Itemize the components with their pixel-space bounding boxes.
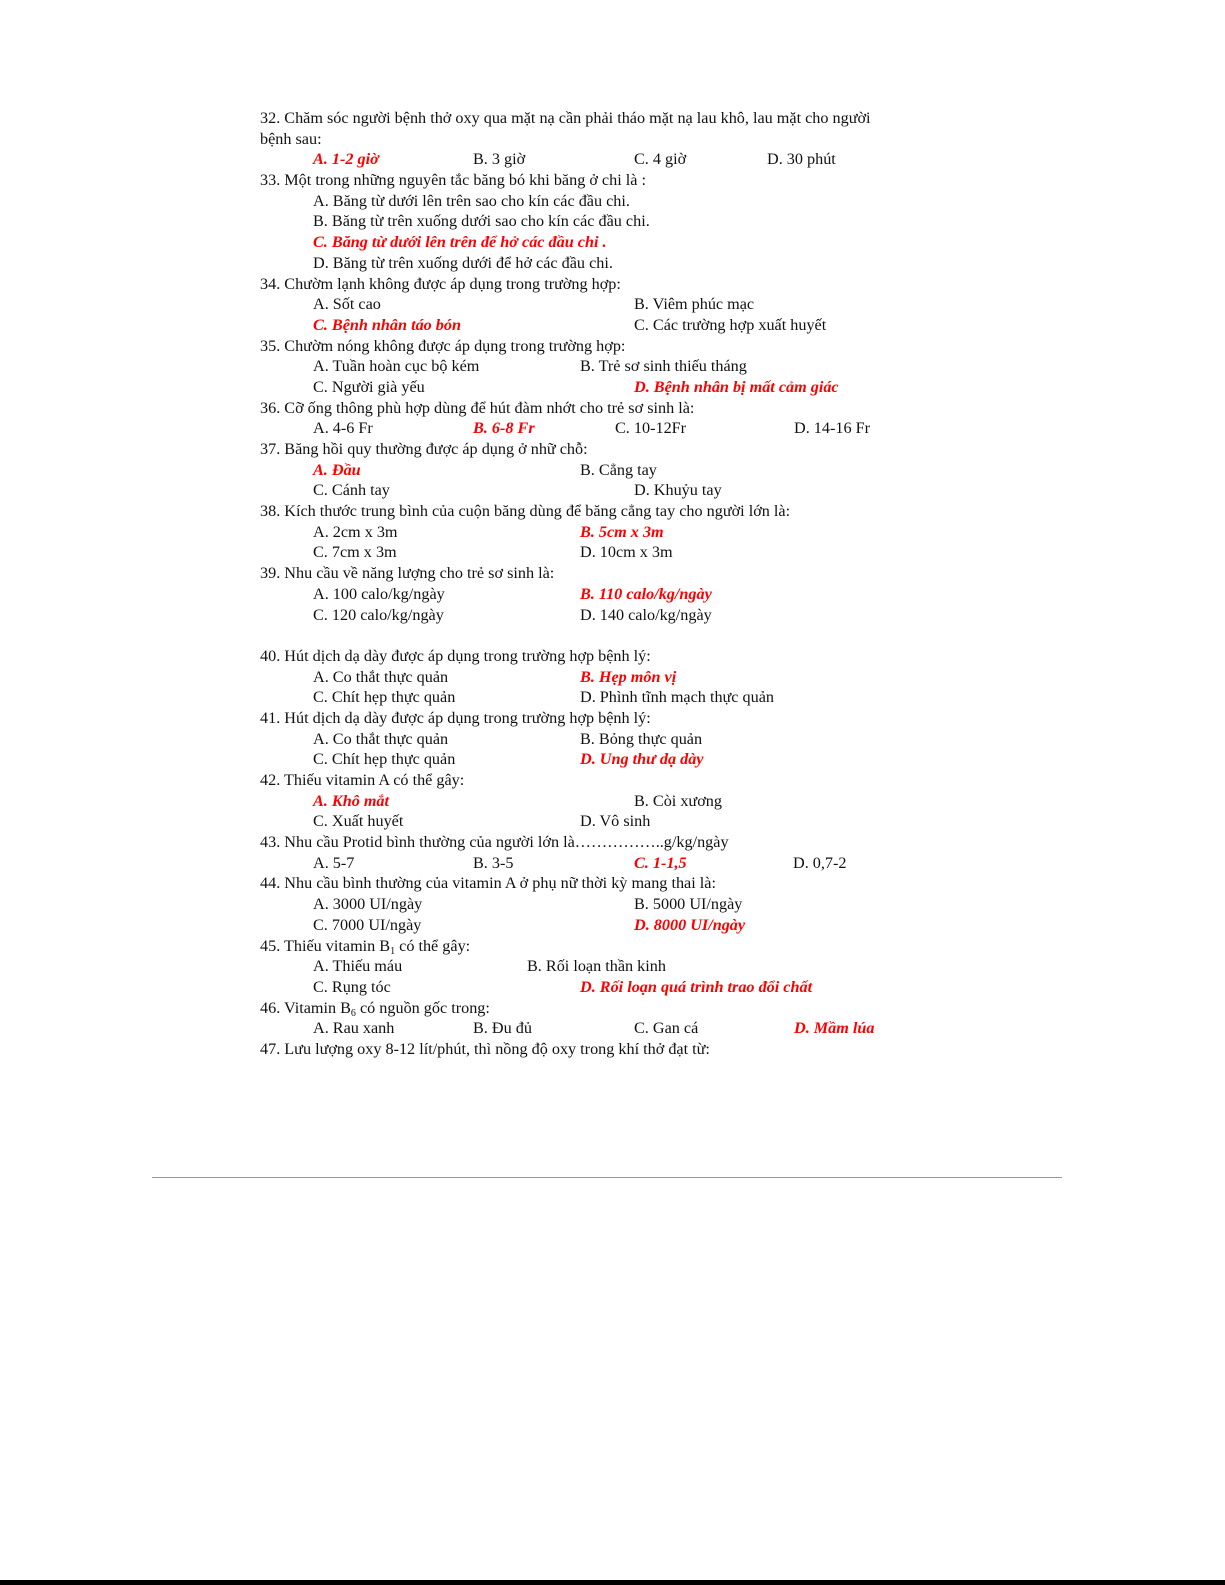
answer-option: B. Còi xương: [634, 791, 722, 810]
answer-option: C. 10-12Fr: [615, 419, 687, 438]
stem-subscript: 6: [350, 1007, 356, 1019]
answer-option: B. 3-5: [473, 853, 514, 872]
answer-option-correct: D. Mầm lúa: [794, 1019, 875, 1038]
options-row: [260, 191, 960, 212]
options-row: [260, 211, 960, 232]
answer-option: D. Băng từ trên xuống dưới để hở các đầu chi.: [313, 253, 613, 272]
options-row: [260, 605, 960, 626]
answer-option: C. Chít hẹp thực quản: [313, 750, 456, 769]
question-block: [260, 108, 960, 170]
answer-option: A. Băng từ dưới lên trên sao cho kín các đầu chi.: [313, 191, 630, 210]
question-stem: 34. Chườm lạnh không được áp dụng trong trường hợp:: [260, 274, 621, 293]
question-block: [260, 336, 960, 398]
question-block: [260, 170, 960, 273]
question-stem: 42. Thiếu vitamin A có thể gây:: [260, 771, 465, 789]
question-list: [260, 108, 960, 1060]
answer-option-correct: D. Bệnh nhân bị mất cảm giác: [634, 377, 839, 396]
question-stem: [260, 936, 960, 957]
answer-option: D. Khuỷu tay: [634, 481, 722, 500]
stem-subscript: 1: [390, 945, 396, 957]
answer-option-correct: D. Ung thư dạ dày: [580, 750, 704, 769]
answer-option: A. 4-6 Fr: [313, 419, 373, 438]
answer-option: C. Rụng tóc: [313, 977, 391, 996]
options-row: [260, 315, 960, 336]
answer-option: B. Rối loạn thần kinh: [527, 957, 666, 976]
answer-option-correct: D. Rối loạn quá trình trao đổi chất: [580, 977, 813, 996]
answer-option-correct: B. 5cm x 3m: [580, 522, 664, 541]
question-block: [260, 439, 960, 501]
question-block: [260, 563, 960, 625]
options-row: [260, 811, 960, 832]
question-block: [260, 708, 960, 770]
answer-option-correct: A. Đầu: [313, 460, 361, 479]
answer-option: C. Chít hẹp thực quản: [313, 688, 456, 707]
answer-option: A. Co thắt thực quản: [313, 667, 449, 686]
options-row: [260, 460, 960, 481]
question-stem: [260, 998, 960, 1019]
question-stem: 44. Nhu cầu bình thường của vitamin A ở phụ nữ thời kỳ mang thai là:: [260, 874, 716, 893]
answer-option: B. Bỏng thực quản: [580, 729, 703, 748]
stem-text: 45. Thiếu vitamin B: [260, 936, 391, 955]
answer-option: D. 10cm x 3m: [580, 543, 673, 562]
question-stem: 47. Lưu lượng oxy 8-12 lít/phút, thì nồng độ oxy trong khí thở đạt từ:: [260, 1039, 710, 1058]
answer-option: B. 3 giờ: [473, 150, 526, 169]
stem-text: có nguồn gốc trong:: [355, 998, 490, 1017]
options-row: [260, 894, 960, 915]
answer-option: C. Gan cá: [634, 1019, 699, 1038]
question-block: [260, 998, 960, 1039]
question-stem: 38. Kích thước trung bình của cuộn băng dùng để băng cẳng tay cho người lớn là:: [260, 502, 791, 521]
answer-option: B. 5000 UI/ngày: [634, 895, 743, 914]
question-block: [260, 501, 960, 563]
answer-option: A. Sốt cao: [313, 295, 381, 314]
answer-option: B. Viêm phúc mạc: [634, 295, 755, 314]
answer-option: A. Rau xanh: [313, 1019, 395, 1038]
question-block: [260, 274, 960, 336]
options-row: [260, 729, 960, 750]
answer-option-correct: D. 8000 UI/ngày: [634, 915, 746, 934]
options-row: [260, 956, 960, 977]
answer-option: B. Cẳng tay: [580, 460, 657, 479]
page-divider: [152, 1177, 1062, 1178]
blank-line: [260, 625, 960, 646]
question-stem: 39. Nhu cầu về năng lượng cho trẻ sơ sinh là:: [260, 564, 555, 583]
answer-option: D. 0,7-2: [793, 853, 847, 872]
options-row: [260, 377, 960, 398]
answer-option: A. 100 calo/kg/ngày: [313, 584, 445, 603]
options-row: [260, 480, 960, 501]
options-row: [260, 294, 960, 315]
question-block: [260, 646, 960, 708]
question-stem: 33. Một trong những nguyên tắc băng bó khi băng ở chi là :: [260, 171, 646, 190]
answer-option: B. Trẻ sơ sinh thiếu tháng: [580, 357, 747, 376]
answer-option: A. 2cm x 3m: [313, 522, 398, 541]
options-row: [260, 791, 960, 812]
question-block: [260, 770, 960, 832]
options-row: [260, 667, 960, 688]
answer-option: D. Vô sinh: [580, 812, 651, 831]
answer-option: B. Đu đủ: [473, 1019, 532, 1038]
options-row: [260, 232, 960, 253]
question-stem: 35. Chườm nóng không được áp dụng trong trường hợp:: [260, 336, 626, 355]
question-block: [260, 398, 960, 439]
options-row: [260, 356, 960, 377]
answer-option-correct: A. 1-2 giờ: [313, 150, 379, 169]
options-row: [260, 149, 960, 170]
answer-option: C. 120 calo/kg/ngày: [313, 605, 444, 624]
answer-option: C. Xuất huyết: [313, 812, 404, 831]
answer-option: D. 140 calo/kg/ngày: [580, 605, 712, 624]
answer-option: A. Thiếu máu: [313, 957, 403, 976]
answer-option-correct: C. Băng từ dưới lên trên để hở các đầu chi .: [313, 233, 607, 252]
options-row: [260, 687, 960, 708]
options-row: [260, 522, 960, 543]
answer-option: D. Phình tĩnh mạch thực quản: [580, 688, 775, 707]
question-block: [260, 832, 960, 873]
stem-text: có thể gây:: [395, 936, 471, 955]
options-row: [260, 853, 960, 874]
answer-option: C. 7000 UI/ngày: [313, 915, 422, 934]
answer-option-correct: B. Hẹp môn vị: [580, 667, 677, 686]
bottom-edge-bar: [0, 1580, 1225, 1585]
question-block: [260, 873, 960, 935]
options-row: [260, 749, 960, 770]
question-stem: 40. Hút dịch dạ dày được áp dụng trong trường hợp bệnh lý:: [260, 646, 651, 665]
stem-text: 46. Vitamin B: [260, 998, 351, 1017]
answer-option: D. 14-16 Fr: [794, 419, 870, 438]
options-row: [260, 542, 960, 563]
answer-option: A. 5-7: [313, 853, 355, 872]
answer-option-correct: B. 110 calo/kg/ngày: [580, 584, 712, 603]
answer-option: C. 7cm x 3m: [313, 543, 397, 562]
question-stem: 32. Chăm sóc người bệnh thở oxy qua mặt nạ cần phải tháo mặt nạ lau khô, lau mặt cho người: [260, 109, 871, 127]
question-stem: 41. Hút dịch dạ dày được áp dụng trong trường hợp bệnh lý:: [260, 708, 651, 727]
question-stem: 36. Cỡ ống thông phù hợp dùng để hút đàm nhớt cho trẻ sơ sinh là:: [260, 398, 695, 417]
answer-option: C. Cánh tay: [313, 481, 390, 500]
answer-option: C. 4 giờ: [634, 150, 687, 169]
answer-option: A. Tuần hoàn cục bộ kém: [313, 357, 480, 376]
question-stem: 43. Nhu cầu Protid bình thường của người lớn là……………..g/kg/ngày: [260, 833, 729, 852]
answer-option: A. 3000 UI/ngày: [313, 895, 423, 914]
question-block: [260, 936, 960, 998]
answer-option-correct: B. 6-8 Fr: [473, 419, 535, 438]
answer-option: C. Các trường hợp xuất huyết: [634, 315, 827, 334]
options-row: [260, 253, 960, 274]
answer-option: D. 30 phút: [767, 150, 836, 169]
answer-option: B. Băng từ trên xuống dưới sao cho kín các đầu chi.: [313, 212, 650, 231]
options-row: [260, 584, 960, 605]
options-row: [260, 915, 960, 936]
answer-option: A. Co thắt thực quản: [313, 729, 449, 748]
answer-option-correct: C. 1-1,5: [634, 853, 687, 872]
answer-option-correct: C. Bệnh nhân táo bón: [313, 315, 461, 334]
question-stem: bệnh sau:: [260, 129, 322, 148]
answer-option-correct: A. Khô mắt: [313, 791, 390, 810]
answer-option: C. Người già yếu: [313, 377, 425, 396]
question-stem: 37. Băng hồi quy thường được áp dụng ở nhữ chỗ:: [260, 440, 588, 458]
options-row: [260, 977, 960, 998]
options-row: [260, 1018, 960, 1039]
question-block: [260, 1039, 960, 1060]
options-row: [260, 418, 960, 439]
